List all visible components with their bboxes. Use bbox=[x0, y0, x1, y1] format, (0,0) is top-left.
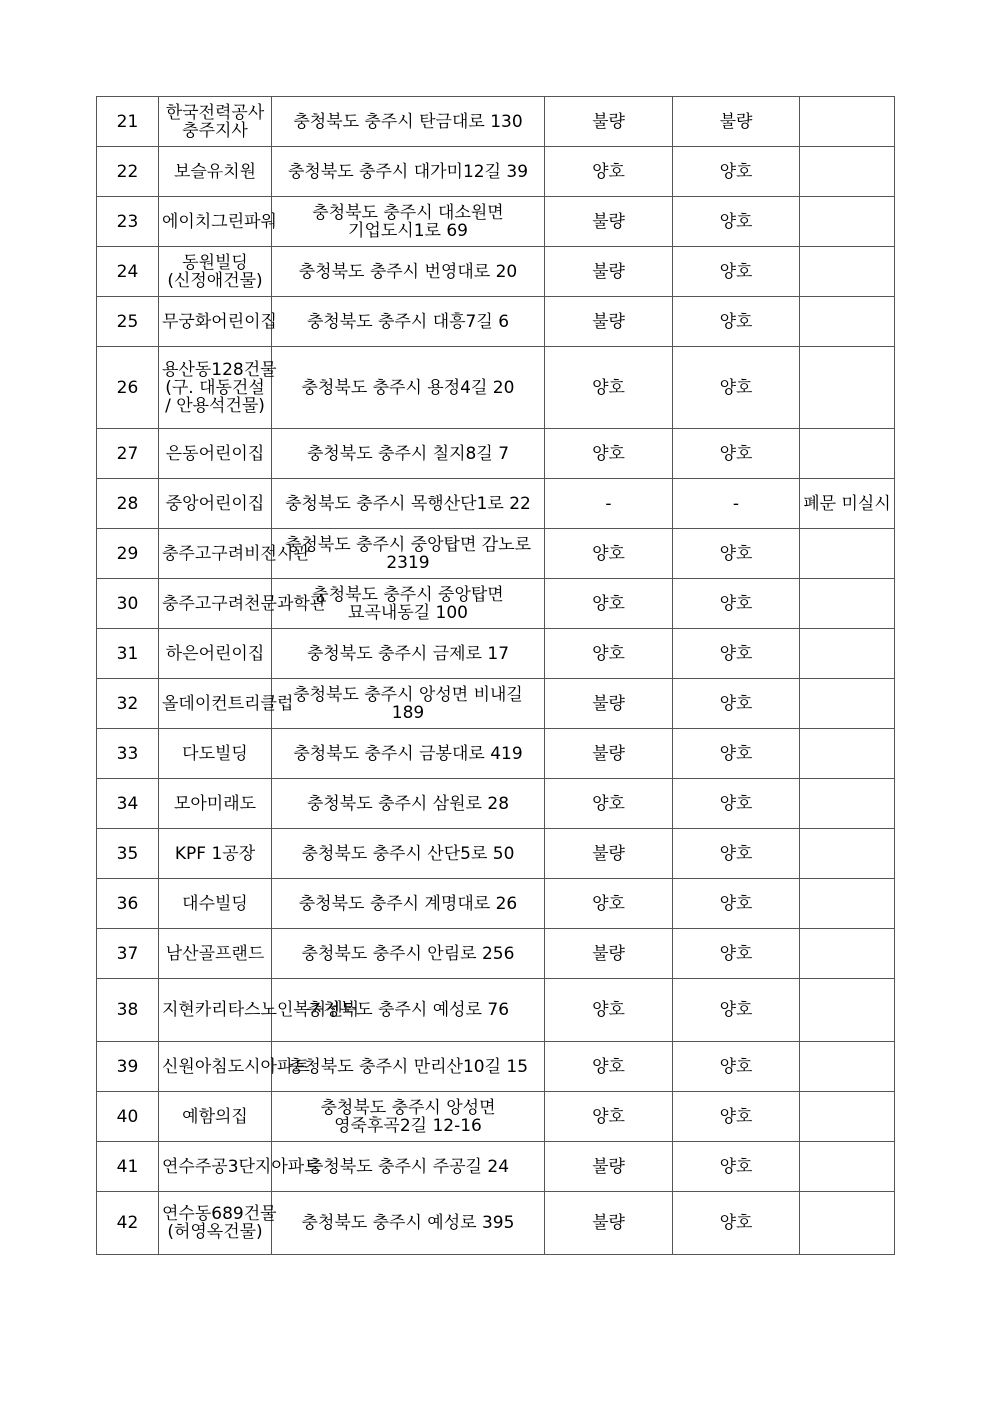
result-first-cell: 양호 bbox=[545, 347, 673, 429]
table-row bbox=[97, 479, 895, 529]
result-second-cell: 양호 bbox=[673, 979, 800, 1042]
table-row bbox=[97, 197, 895, 247]
facility-name-cell: 대수빌딩 bbox=[159, 879, 272, 929]
row-number-cell: 37 bbox=[97, 929, 159, 979]
table-row bbox=[97, 429, 895, 479]
result-first-cell: 불량 bbox=[545, 829, 673, 879]
table-row bbox=[97, 629, 895, 679]
address-cell: 충청북도 충주시 용정4길 20 bbox=[272, 347, 545, 429]
result-first-cell: 불량 bbox=[545, 97, 673, 147]
table-row bbox=[97, 97, 895, 147]
facility-name-cell: 연수동689건물(허영옥건물) bbox=[159, 1192, 272, 1255]
row-number-cell: 41 bbox=[97, 1142, 159, 1192]
result-second-cell: 양호 bbox=[673, 779, 800, 829]
row-number-cell: 28 bbox=[97, 479, 159, 529]
remark-cell bbox=[800, 429, 895, 479]
result-second-cell: 양호 bbox=[673, 347, 800, 429]
row-number-cell: 25 bbox=[97, 297, 159, 347]
result-second-cell: 양호 bbox=[673, 297, 800, 347]
result-second-cell: 불량 bbox=[673, 97, 800, 147]
row-number-cell: 21 bbox=[97, 97, 159, 147]
result-first-cell: 불량 bbox=[545, 297, 673, 347]
facility-name-cell: 은동어린이집 bbox=[159, 429, 272, 479]
facility-name-cell: 에이치그린파워 bbox=[159, 197, 272, 247]
facility-name-cell: 충주고구려비전시관 bbox=[159, 529, 272, 579]
address-cell: 충청북도 충주시 안림로 256 bbox=[272, 929, 545, 979]
result-second-cell: 양호 bbox=[673, 247, 800, 297]
row-number-cell: 35 bbox=[97, 829, 159, 879]
address-cell: 충청북도 충주시 삼원로 28 bbox=[272, 779, 545, 829]
result-first-cell: 양호 bbox=[545, 529, 673, 579]
result-first-cell: 양호 bbox=[545, 579, 673, 629]
remark-cell bbox=[800, 629, 895, 679]
facility-name-cell: 하은어린이집 bbox=[159, 629, 272, 679]
address-cell: 충청북도 충주시 목행산단1로 22 bbox=[272, 479, 545, 529]
remark-cell bbox=[800, 147, 895, 197]
result-first-cell: 불량 bbox=[545, 1192, 673, 1255]
table-row bbox=[97, 679, 895, 729]
remark-cell bbox=[800, 1192, 895, 1255]
address-cell: 충청북도 충주시 탄금대로 130 bbox=[272, 97, 545, 147]
table-row bbox=[97, 729, 895, 779]
facility-name-cell: 지현카리타스노인복지센터 bbox=[159, 979, 272, 1042]
facility-name-cell: 보슬유치원 bbox=[159, 147, 272, 197]
address-cell: 충청북도 충주시 금제로 17 bbox=[272, 629, 545, 679]
result-first-cell: 불량 bbox=[545, 247, 673, 297]
result-second-cell: 양호 bbox=[673, 197, 800, 247]
table-row bbox=[97, 1042, 895, 1092]
remark-cell bbox=[800, 829, 895, 879]
address-cell: 충청북도 충주시 예성로 76 bbox=[272, 979, 545, 1042]
table-body bbox=[97, 97, 895, 1255]
facility-name-cell: 충주고구려천문과학관 bbox=[159, 579, 272, 629]
result-first-cell: - bbox=[545, 479, 673, 529]
remark-cell bbox=[800, 1142, 895, 1192]
facility-name-cell: 다도빌딩 bbox=[159, 729, 272, 779]
result-first-cell: 양호 bbox=[545, 779, 673, 829]
remark-cell bbox=[800, 347, 895, 429]
remark-cell bbox=[800, 297, 895, 347]
address-cell: 충청북도 충주시 중앙탑면 묘곡내동길 100 bbox=[272, 579, 545, 629]
result-first-cell: 양호 bbox=[545, 147, 673, 197]
result-second-cell: 양호 bbox=[673, 1192, 800, 1255]
remark-cell bbox=[800, 529, 895, 579]
result-first-cell: 양호 bbox=[545, 629, 673, 679]
facility-name-cell: 올데이컨트리클럽 bbox=[159, 679, 272, 729]
remark-cell bbox=[800, 197, 895, 247]
table-row bbox=[97, 147, 895, 197]
result-first-cell: 불량 bbox=[545, 1142, 673, 1192]
row-number-cell: 26 bbox=[97, 347, 159, 429]
row-number-cell: 38 bbox=[97, 979, 159, 1042]
result-second-cell: 양호 bbox=[673, 629, 800, 679]
row-number-cell: 24 bbox=[97, 247, 159, 297]
remark-cell bbox=[800, 979, 895, 1042]
facility-name-cell: 남산골프랜드 bbox=[159, 929, 272, 979]
table-row bbox=[97, 879, 895, 929]
table-row bbox=[97, 1092, 895, 1142]
table-row bbox=[97, 247, 895, 297]
facility-name-cell: 신원아침도시아파트 bbox=[159, 1042, 272, 1092]
result-second-cell: 양호 bbox=[673, 829, 800, 879]
row-number-cell: 27 bbox=[97, 429, 159, 479]
result-second-cell: 양호 bbox=[673, 729, 800, 779]
row-number-cell: 29 bbox=[97, 529, 159, 579]
result-second-cell: 양호 bbox=[673, 147, 800, 197]
address-cell: 충청북도 충주시 번영대로 20 bbox=[272, 247, 545, 297]
row-number-cell: 42 bbox=[97, 1192, 159, 1255]
result-first-cell: 양호 bbox=[545, 1042, 673, 1092]
result-first-cell: 불량 bbox=[545, 197, 673, 247]
row-number-cell: 32 bbox=[97, 679, 159, 729]
table-row bbox=[97, 829, 895, 879]
address-cell: 충청북도 충주시 앙성면 비내길 189 bbox=[272, 679, 545, 729]
row-number-cell: 33 bbox=[97, 729, 159, 779]
table-row bbox=[97, 1142, 895, 1192]
remark-cell bbox=[800, 929, 895, 979]
address-cell: 충청북도 충주시 만리산10길 15 bbox=[272, 1042, 545, 1092]
address-cell: 충청북도 충주시 대흥7길 6 bbox=[272, 297, 545, 347]
result-first-cell: 양호 bbox=[545, 879, 673, 929]
result-second-cell: 양호 bbox=[673, 929, 800, 979]
remark-cell bbox=[800, 247, 895, 297]
facility-name-cell: 무궁화어린이집 bbox=[159, 297, 272, 347]
result-second-cell: 양호 bbox=[673, 1142, 800, 1192]
facility-name-cell: 모아미래도 bbox=[159, 779, 272, 829]
address-cell: 충청북도 충주시 중앙탑면 감노로 2319 bbox=[272, 529, 545, 579]
address-cell: 충청북도 충주시 주공길 24 bbox=[272, 1142, 545, 1192]
row-number-cell: 34 bbox=[97, 779, 159, 829]
facility-name-cell: 동원빌딩(신정애건물) bbox=[159, 247, 272, 297]
result-first-cell: 양호 bbox=[545, 1092, 673, 1142]
remark-cell bbox=[800, 579, 895, 629]
row-number-cell: 40 bbox=[97, 1092, 159, 1142]
inspection-table bbox=[96, 96, 895, 1255]
result-first-cell: 불량 bbox=[545, 729, 673, 779]
result-second-cell: 양호 bbox=[673, 879, 800, 929]
table-row bbox=[97, 1192, 895, 1255]
remark-cell: 폐문 미실시 bbox=[800, 479, 895, 529]
result-second-cell: 양호 bbox=[673, 679, 800, 729]
address-cell: 충청북도 충주시 칠지8길 7 bbox=[272, 429, 545, 479]
row-number-cell: 22 bbox=[97, 147, 159, 197]
remark-cell bbox=[800, 679, 895, 729]
address-cell: 충청북도 충주시 금봉대로 419 bbox=[272, 729, 545, 779]
address-cell: 충청북도 충주시 계명대로 26 bbox=[272, 879, 545, 929]
facility-name-cell: 연수주공3단지아파트 bbox=[159, 1142, 272, 1192]
remark-cell bbox=[800, 779, 895, 829]
table-row bbox=[97, 347, 895, 429]
result-first-cell: 불량 bbox=[545, 929, 673, 979]
row-number-cell: 30 bbox=[97, 579, 159, 629]
row-number-cell: 31 bbox=[97, 629, 159, 679]
table-row bbox=[97, 579, 895, 629]
result-second-cell: 양호 bbox=[673, 529, 800, 579]
result-first-cell: 양호 bbox=[545, 429, 673, 479]
remark-cell bbox=[800, 1042, 895, 1092]
result-second-cell: 양호 bbox=[673, 1092, 800, 1142]
table-row bbox=[97, 297, 895, 347]
row-number-cell: 36 bbox=[97, 879, 159, 929]
address-cell: 충청북도 충주시 대소원면 기업도시1로 69 bbox=[272, 197, 545, 247]
table-row bbox=[97, 979, 895, 1042]
facility-name-cell: 용산동128건물(구. 대동건설 / 안용석건물) bbox=[159, 347, 272, 429]
remark-cell bbox=[800, 729, 895, 779]
address-cell: 충청북도 충주시 대가미12길 39 bbox=[272, 147, 545, 197]
remark-cell bbox=[800, 1092, 895, 1142]
facility-name-cell: 한국전력공사 충주지사 bbox=[159, 97, 272, 147]
remark-cell bbox=[800, 879, 895, 929]
address-cell: 충청북도 충주시 산단5로 50 bbox=[272, 829, 545, 879]
result-first-cell: 불량 bbox=[545, 679, 673, 729]
table-row bbox=[97, 929, 895, 979]
facility-name-cell: KPF 1공장 bbox=[159, 829, 272, 879]
row-number-cell: 39 bbox=[97, 1042, 159, 1092]
table-row bbox=[97, 779, 895, 829]
result-second-cell: 양호 bbox=[673, 429, 800, 479]
address-cell: 충청북도 충주시 앙성면 영죽후곡2길 12-16 bbox=[272, 1092, 545, 1142]
result-second-cell: - bbox=[673, 479, 800, 529]
table-row bbox=[97, 529, 895, 579]
facility-name-cell: 예함의집 bbox=[159, 1092, 272, 1142]
remark-cell bbox=[800, 97, 895, 147]
result-second-cell: 양호 bbox=[673, 579, 800, 629]
result-first-cell: 양호 bbox=[545, 979, 673, 1042]
facility-name-cell: 중앙어린이집 bbox=[159, 479, 272, 529]
address-cell: 충청북도 충주시 예성로 395 bbox=[272, 1192, 545, 1255]
row-number-cell: 23 bbox=[97, 197, 159, 247]
result-second-cell: 양호 bbox=[673, 1042, 800, 1092]
